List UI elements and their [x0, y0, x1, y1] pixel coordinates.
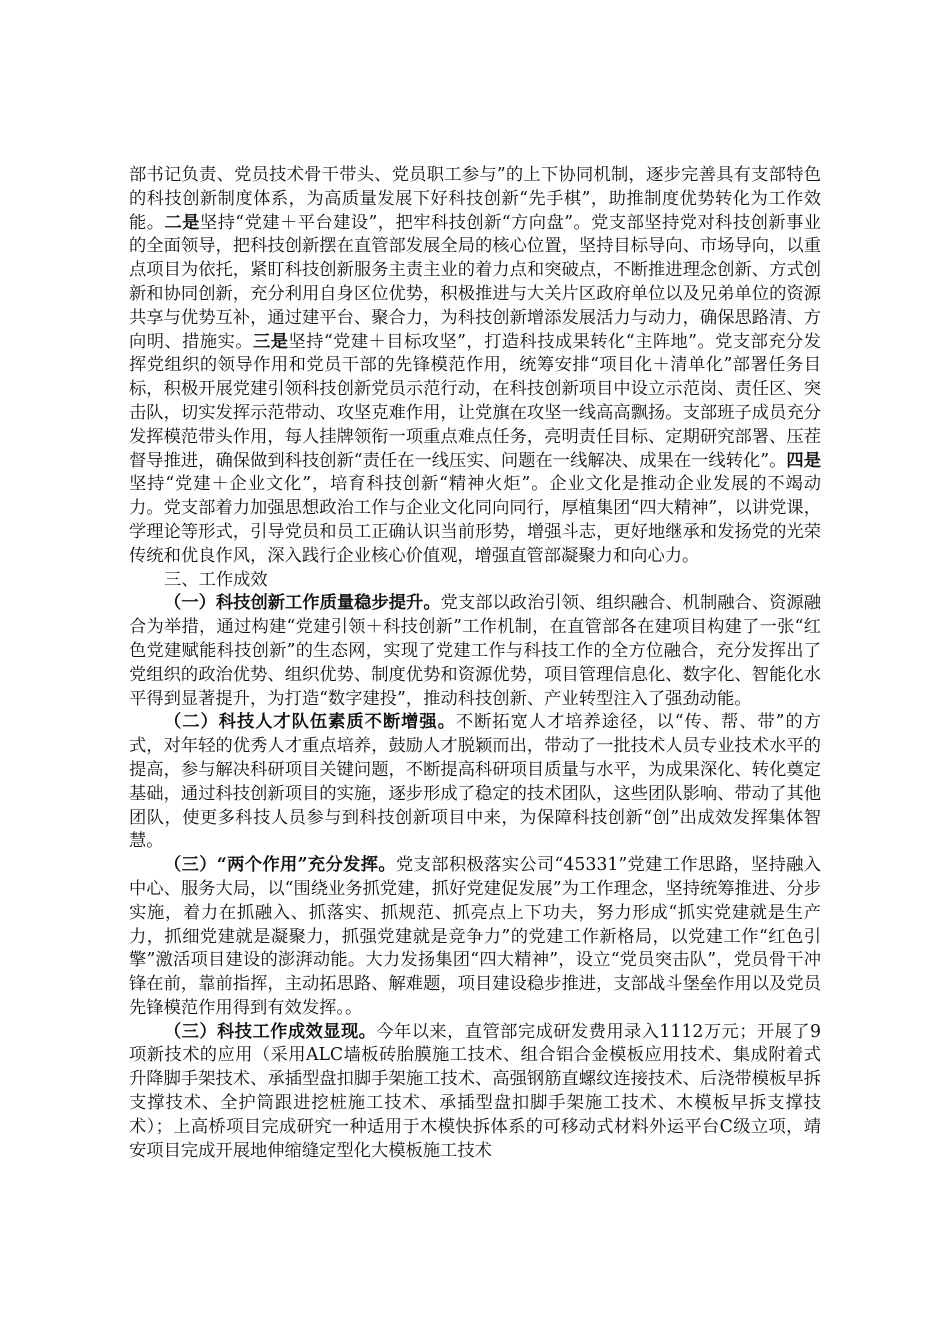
- paragraph-lead: （三）“两个作用”充分发挥。: [164, 855, 396, 876]
- paragraph-two-roles: [129, 854, 821, 1021]
- paragraph-lead: （二）科技人才队伍素质不断增强。: [164, 712, 456, 733]
- text-run: 坚持“党建＋目标攻坚”，打造科技成果转化“主阵地”。党支部充分发挥党组织的领导作用和党员干部的先锋模范作用，统筹安排“项目化＋清单化”部署任务目标，积极开展党建引领科技创新党员示范行动，在科技创新项目中设立示范岗、责任区、突击队，切实发挥示范带动、攻坚克难作用，让党旗在攻坚一线高高飘扬。支部班子成员充分发挥模范带头作用，每人挂牌领衔一项重点难点任务，亮明责任目标、定期研究部署、压茬督导推进，确保做到科技创新“责任在一线压实、问题在一线解决、成果在一线转化”。: [129, 331, 821, 471]
- paragraph-text: 党支部以政治引领、组织融合、机制融合、资源融合为举措，通过构建“党建引领＋科技创新”工作机制，在直管部各在建项目构建了一张“红色党建赋能科技创新”的生态网，实现了党建工作与科技工作的全方位融合，充分发挥出了党组织的政治优势、组织优势、制度优势和资源优势，项目管理信息化、数字化、智能化水平得到显著提升，为打造“数字建投”，推动科技创新、产业转型注入了强劲动能。: [129, 593, 821, 709]
- paragraph-lead: （三）科技工作成效显现。: [164, 1021, 377, 1042]
- paragraph-tech-results: [129, 1021, 821, 1164]
- text-run: 坚持“党建＋平台建设”，把牢科技创新“方向盘”。党支部坚持党对科技创新事业的全面领导，把科技创新摆在直管部发展全局的核心位置，坚持目标导向、市场导向，以重点项目为依托，紧盯科技创新服务主责主业的着力点和突破点，不断推进理念创新、方式创新和协同创新，充分利用自身区位优势，积极推进与大关片区政府单位以及兄弟单位的资源共享与优势互补，通过建平台、聚合力，为科技创新增添发展活力与动力，确保思路清、方向明、措施实。: [129, 212, 821, 352]
- paragraph-lead: （一）科技创新工作质量稳步提升。: [164, 593, 441, 614]
- document-body: [129, 164, 821, 1163]
- text-run: 坚持“党建＋企业文化”，培育科技创新“精神火炬”。企业文化是推动企业发展的不竭动力。党支部着力加强思想政治工作与企业文化同向同行，厚植集团“四大精神”，以讲党课，学理论等形式，引导党员和员工正确认识当前形势，增强斗志，更好地继承和发扬党的光荣传统和优良作风，深入践行企业核心价值观，增强直管部凝聚力和向心力。: [129, 474, 821, 566]
- paragraph-text: 党支部积极落实公司“45331”党建工作思路，坚持融入中心、服务大局，以“围绕业务抓党建，抓好党建促发展”为工作理念，坚持统筹推进、分步实施，着力在抓融入、抓落实、抓规范、抓亮点上下功夫，努力形成“抓实党建就是生产力，抓细党建就是凝聚力，抓强党建就是竞争力”的党建工作新格局，以党建工作“红色引擎”激活项目建设的澎湃动能。大力发扬集团“四大精神”，设立“党员突击队”，党员骨干冲锋在前，靠前指挥，主动拓思路、解难题，项目建设稳步推进，支部战斗堡垒作用以及党员先锋模范作用得到有效发挥。。: [129, 855, 821, 1018]
- bold-run: 三是: [252, 331, 289, 352]
- section-heading: 三、工作成效: [164, 569, 268, 590]
- paragraph-party-building-measures: [129, 164, 821, 569]
- bold-run: 二是: [164, 212, 200, 233]
- bold-run: 四是: [786, 450, 821, 471]
- text-run: 部书记负责、党员技术骨干带头、党员职工参与”的上下协同机制，逐步完善具有支部特色的科技创新制度体系，为高质量发展下好科技创新“先手棋”，助推制度优势转化为工作效能。: [129, 165, 821, 233]
- paragraph-text: 今年以来，直管部完成研发费用录入1112万元；开展了9项新技术的应用（采用ALC墙板砖胎膜施工技术、组合铝合金模板应用技术、集成附着式升降脚手架技术、承插型盘扣脚手架施工技术、高强钢筋直螺纹连接技术、后浇带模板早拆支撑技术、全护筒跟进挖桩施工技术、承插型盘扣脚手架施工技术、木模板早拆支撑技术）；上高桥项目完成研究一种适用于木模快拆体系的可移动式材料外运平台C级立项，靖安项目完成开展地伸缩缝定型化大模板施工技术: [129, 1021, 821, 1161]
- paragraph-text: 不断拓宽人才培养途径，以“传、帮、带”的方式，对年轻的优秀人才重点培养，鼓励人才脱颖而出，带动了一批技术人员专业技术水平的提高，参与解决科研项目关键问题，不断提高科研项目质量与水平，为成果深化、转化奠定基础，通过科技创新项目的实施，逐步形成了稳定的技术团队，这些团队影响、带动了其他团队，使更多科技人员参与到科技创新项目中来，为保障科技创新“创”出成效发挥集体智慧。: [129, 712, 821, 852]
- paragraph-quality-improvement: [129, 592, 821, 711]
- paragraph-talent-team: [129, 711, 821, 854]
